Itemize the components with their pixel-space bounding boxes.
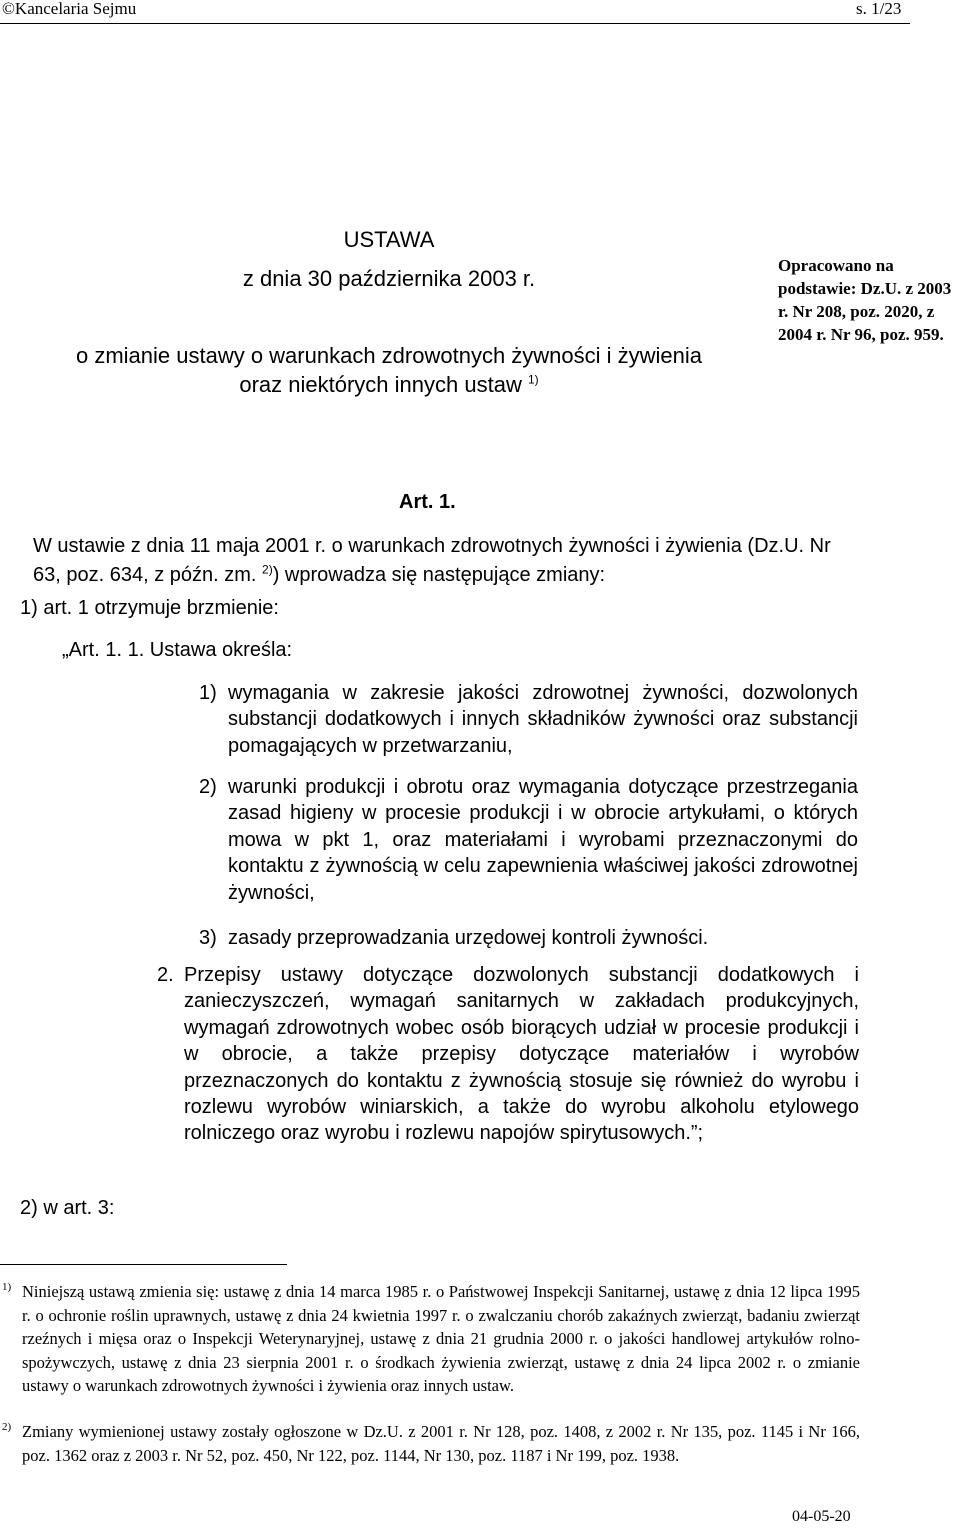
title-text: oraz niektórych innych ustaw bbox=[239, 372, 522, 397]
paragraph-2 bbox=[157, 962, 859, 1192]
list-item-number: 1) bbox=[199, 682, 217, 704]
quoted-article-heading: „Art. 1. 1. Ustawa określa: bbox=[62, 639, 293, 661]
header-divider bbox=[0, 23, 910, 24]
document-type: USTAWA bbox=[343, 227, 435, 252]
footnote-text: Niniejszą ustawą zmienia się: ustawę z dnia 14 marca 1985 r. o Państwowej Inspekcji Sanitarnej, ustawę z dnia 12 lipca 1995 r. o ochronie roślin uprawnych, ustawę z dnia 24 kwietnia 1997 r. o zwalczaniu chorób zakaźnych zwierząt, badaniu zwierząt rzeźnych i mięsa oraz o Inspekcji Weterynaryjnej, ustawę z dnia 21 grudnia 2000 r. o jakości handlowej artykułów rolno-spożywczych, ustawę z dnia 23 sierpnia 2001 r. o środkach żywienia zwierząt, ustawę z dnia 24 lipca 2002 r. o zmianie ustawy o warunkach zdrowotnych żywności i żywienia oraz innych ustaw. bbox=[22, 1282, 860, 1395]
document-title-line1: o zmianie ustawy o warunkach zdrowotnych żywności i żywienia bbox=[75, 343, 703, 368]
list-item-text: zasady przeprowadzania urzędowej kontroli żywności. bbox=[228, 927, 709, 949]
article-heading: Art. 1. bbox=[399, 491, 456, 513]
footnote-separator bbox=[0, 1264, 287, 1265]
header-publisher: ©Kancelaria Sejmu bbox=[2, 0, 137, 18]
footnote-2 bbox=[2, 1420, 862, 1490]
list-item-text: wymagania w zakresie jakości zdrowotnej żywności, dozwolonych substancji dodatkowych i innych składników żywności oraz substancji pomagających w przetwarzaniu, bbox=[228, 682, 858, 757]
footnote-text: Zmiany wymienionej ustawy zostały ogłoszone w Dz.U. z 2001 r. Nr 128, poz. 1408, z 2002 r. Nr 135, poz. 1145 i Nr 166, poz. 1362 oraz z 2003 r. Nr 52, poz. 450, Nr 122, poz. 1144, Nr 130, poz. 1187 i Nr 199, poz. 1938. bbox=[22, 1422, 860, 1465]
footnote-ref-2[interactable]: 2) bbox=[262, 562, 273, 577]
paragraph-number: 2. bbox=[157, 964, 174, 986]
list-item-number: 3) bbox=[199, 927, 217, 949]
list-item bbox=[199, 680, 859, 760]
list-item-text: warunki produkcji i obrotu oraz wymagania dotyczące przestrzegania zasad higieny w procesie produkcji i w obrocie artykułami, o których mowa w pkt 1, oraz materiałami i wyrobami przeznaczonymi do kontaktu z żywnością w celu zapewnienia właściwej jakości zdrowotnej żywności, bbox=[228, 776, 858, 904]
header-page-number: s. 1/23 bbox=[856, 0, 902, 18]
list-item bbox=[199, 774, 859, 914]
footnote-ref-1[interactable]: 1) bbox=[527, 372, 539, 387]
intro-text: W ustawie z dnia 11 maja 2001 r. o warunkach zdrowotnych żywności i żywienia (Dz.U. Nr 63, poz. 634, z późn. zm. bbox=[33, 535, 831, 586]
footnote-mark: 1) bbox=[2, 1281, 12, 1293]
document-date-stamp: 04-05-20 bbox=[792, 1508, 851, 1525]
document-title-line2 bbox=[19, 372, 759, 398]
list-item-number: 2) bbox=[199, 776, 217, 798]
paragraph-text: Przepisy ustawy dotyczące dozwolonych substancji dodatkowych i zanieczyszczeń, wymagań sanitarnych w zakładach produkcyjnych, wymagań zdrowotnych wobec osób biorących udział w procesie produkcji i w obrocie, a także przepisy dotyczące materiałów i wyrobów przeznaczonych do kontaktu z żywnością stosuje się również do wyrobu i rozlewu wyrobów winiarskich, a także do wyrobu alkoholu etylowego rolniczego oraz wyrobu i rozlewu napojów spirytusowych.”; bbox=[184, 964, 859, 1145]
intro-text-end: ) wprowadza się następujące zmiany: bbox=[272, 564, 606, 586]
source-note: Opracowano na podstawie: Dz.U. z 2003 r. Nr 208, poz. 2020, z 2004 r. Nr 96, poz. 959. bbox=[778, 256, 952, 344]
amendment-item-1: 1) art. 1 otrzymuje brzmienie: bbox=[20, 597, 279, 619]
article-intro bbox=[33, 532, 861, 590]
amendment-item-2: 2) w art. 3: bbox=[20, 1197, 115, 1219]
footnote-1 bbox=[2, 1280, 862, 1420]
document-date: z dnia 30 października 2003 r. bbox=[242, 266, 536, 291]
footnote-mark: 2) bbox=[2, 1421, 12, 1433]
